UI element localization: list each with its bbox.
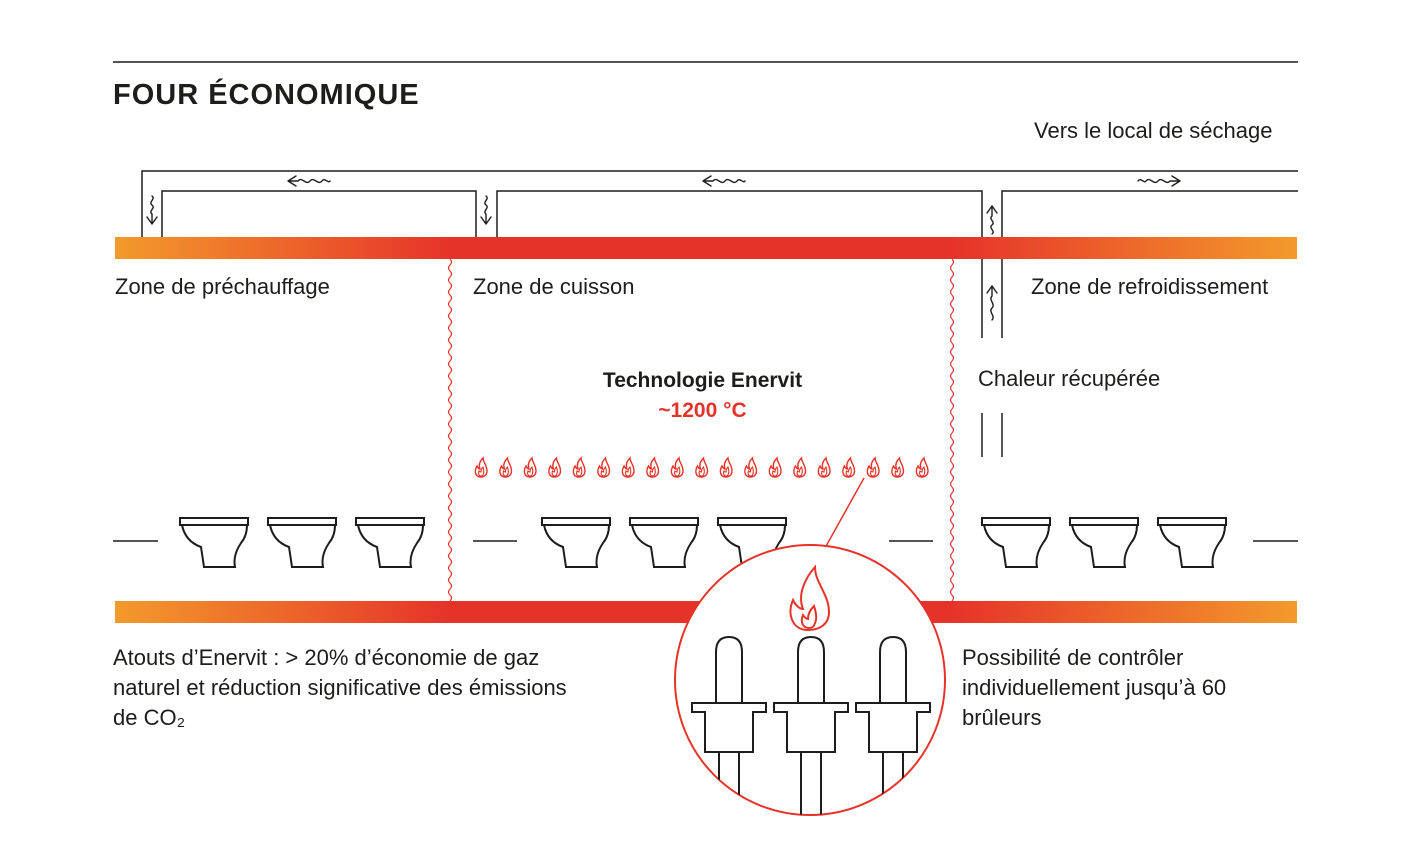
flame-icon	[818, 458, 830, 477]
toilet-icon	[180, 518, 1226, 567]
flame-icon	[745, 458, 757, 477]
firing-zone-label: Zone de cuisson	[473, 274, 635, 299]
flame-icon	[622, 458, 634, 477]
flame-icon	[720, 458, 732, 477]
flame-icon	[671, 458, 683, 477]
flame-icon	[647, 458, 659, 477]
firing-zone-boundary	[449, 259, 954, 601]
advantages-text: Atouts d’Enervit : > 20% d’économie de gaz naturel et réduction significative des émissions de CO₂	[113, 645, 567, 730]
kiln-wall-top	[115, 237, 1297, 259]
firing-temperature: ~1200 °C	[658, 399, 747, 422]
flame-icon	[843, 458, 855, 477]
burner-control-text: Possibilité de contrôler individuellement jusqu’à 60 brûleurs	[962, 645, 1227, 730]
flame-icon	[500, 458, 512, 477]
flame-icon	[769, 458, 781, 477]
flame-icon	[892, 458, 904, 477]
flame-icon	[867, 458, 879, 477]
flame-icon	[573, 458, 585, 477]
cooling-zone-label: Zone de refroidissement	[1031, 274, 1269, 299]
flame-icon	[475, 458, 487, 477]
preheat-zone-label: Zone de préchauffage	[115, 274, 330, 299]
technology-name: Technologie Enervit	[602, 369, 803, 392]
flame-icon	[524, 458, 536, 477]
flame-icon	[696, 458, 708, 477]
recovered-heat-label: Chaleur récupérée	[978, 366, 1161, 391]
drying-room-label: Vers le local de séchage	[1034, 118, 1273, 143]
flame-icon	[549, 458, 561, 477]
flame-icon	[598, 458, 610, 477]
burner-flames	[475, 458, 928, 477]
flame-icon	[916, 458, 928, 477]
burner-detail-lens	[675, 545, 945, 830]
flame-icon	[794, 458, 806, 477]
page-title: FOUR ÉCONOMIQUE	[113, 79, 420, 111]
